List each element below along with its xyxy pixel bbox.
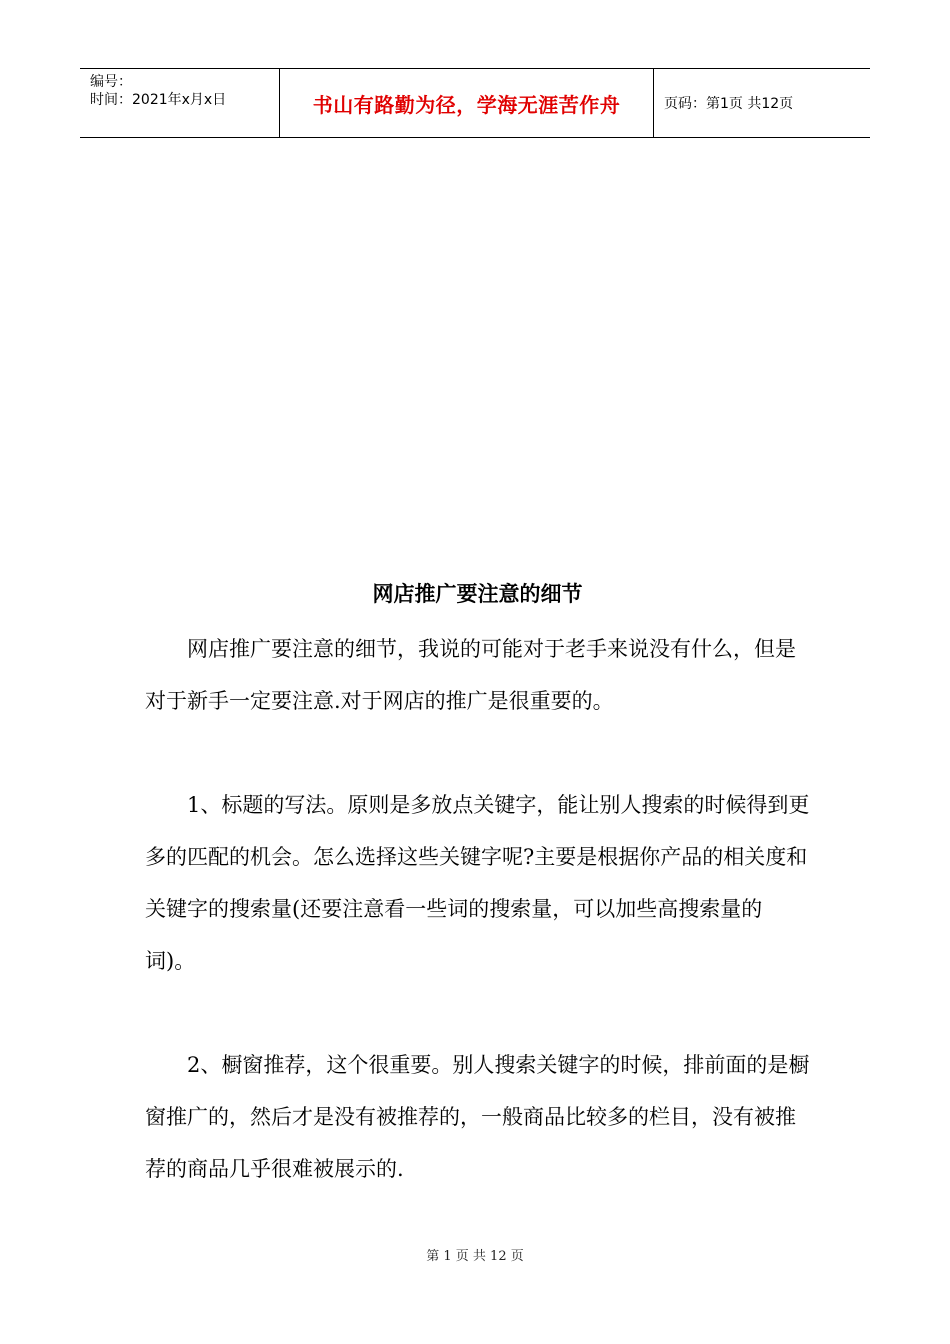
time-label: 时间：2021年x月x日 bbox=[90, 92, 227, 108]
document-header bbox=[80, 68, 870, 138]
header-page-info: 页码：第1页 共12页 bbox=[664, 96, 794, 112]
header-motto: 书山有路勤为径，学海无涯苦作舟 bbox=[280, 69, 654, 137]
intro-paragraph: 网店推广要注意的细节，我说的可能对于老手来说没有什么，但是对于新手一定要注意.对于网店的推广是很重要的。 bbox=[145, 637, 796, 713]
document-title: 网店推广要注意的细节 bbox=[372, 581, 583, 606]
document-body bbox=[145, 575, 810, 1195]
spacer bbox=[145, 987, 810, 1039]
header-meta-cell bbox=[80, 69, 280, 137]
page-footer: 第 1 页 共 12 页 bbox=[426, 1249, 524, 1264]
point-1-paragraph: 1、标题的写法。原则是多放点关键字，能让别人搜索的时候得到更多的匹配的机会。怎么选择这些关键字呢?主要是根据你产品的相关度和关键字的搜索量(还要注意看一些词的搜索量，可以加些高搜索量的词)。 bbox=[145, 793, 810, 973]
point-2-paragraph: 2、橱窗推荐，这个很重要。别人搜索关键字的时候，排前面的是橱窗推广的，然后才是没有被推荐的，一般商品比较多的栏目，没有被推荐的商品几乎很难被展示的. bbox=[145, 1053, 810, 1181]
spacer bbox=[145, 727, 810, 779]
code-label: 编号： bbox=[90, 74, 132, 90]
